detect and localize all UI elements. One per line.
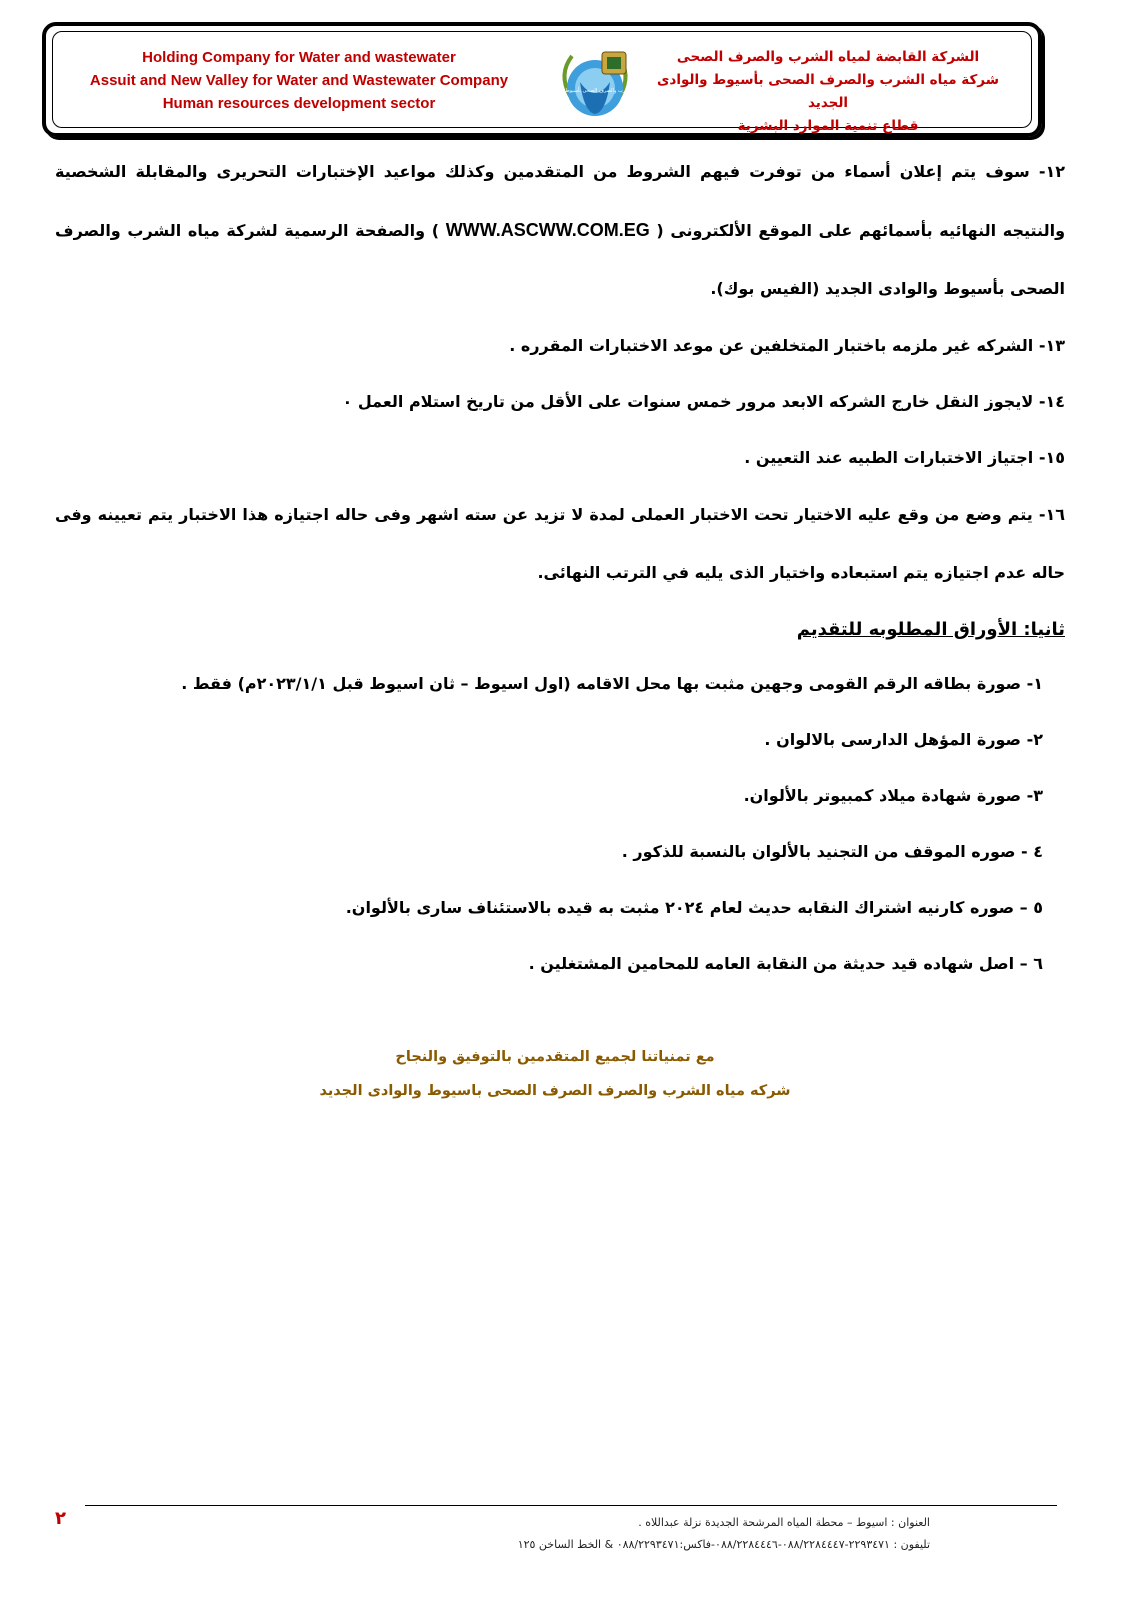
company-logo-icon — [533, 44, 657, 124]
closing-wishes — [300, 1040, 810, 1108]
document-item-1: ١- صورة بطاقه الرقم القومى وجهين مثبت بها محل الاقامه (اول اسيوط – ثان اسيوط قبل ٢٠٢٣/١/١م) فقط . — [181, 674, 1043, 693]
term-item-14: ١٤- لايجوز النقل خارج الشركه الابعد مرور خمس سنوات على الأقل من تاريخ استلام العمل ٠ — [342, 392, 1065, 411]
arabic-line-1: الشركة القابضة لمياه الشرب والصرف الصحى — [676, 49, 980, 65]
logo-caption: شركة مياه الشرب والصرف الصحى بأسيوط والوادى الجديد — [533, 88, 657, 94]
document-item-4: ٤ - صوره الموقف من التجنيد بالألوان بالنسبة للذكور . — [621, 842, 1043, 861]
document-item-6: ٦ – اصل شهاده قيد حديثة من النقابة العامه للمحامين المشتغلين . — [528, 954, 1043, 973]
website-link[interactable]: WWW.ASCWW.COM.EG — [445, 220, 650, 240]
letterhead — [42, 22, 1042, 137]
closing-line-2: شركه مياه الشرب والصرف الصرف الصحى باسيوط والوادى الجديد — [319, 1083, 791, 1099]
arabic-company-names — [638, 46, 1018, 138]
arabic-line-3: قطاع تنمية الموارد البشرية — [737, 118, 919, 134]
page-number: ٢ — [55, 1508, 66, 1529]
arabic-line-2: شركة مياه الشرب والصرف الصحى بأسيوط والوادى الجديد — [657, 72, 999, 111]
english-company-names — [64, 46, 534, 115]
closing-line-1: مع تمنياتنا لجميع المتقدمين بالتوفيق والنجاح — [395, 1049, 715, 1065]
footer-contact — [330, 1512, 930, 1556]
document-item-5: ٥ – صوره كارنيه اشتراك النقابه حديث لعام ٢٠٢٤ مثبت به قيده بالاستئناف سارى بالألوان. — [345, 898, 1043, 917]
term-item-12: ١٢- سوف يتم إعلان أسماء من توفرت فيهم الشروط من المتقدمين وكذلك مواعيد الإختبارات التحريرى والمقابلة الشخصية والنتيجه النهائيه بأسمائهم على الموقع الألكترونى ( WWW.ASCWW.COM.EG ) والصفحة الرسمية لشركة مياه الشرب والصرف الصحى بأسيوط والوادى الجديد (الفيس بوك). — [55, 162, 1066, 298]
footer-phones: تليفون : ٢٢٩٣٤٧١-٠٨٨/٢٢٨٤٤٤٧-٠٨٨/٢٢٨٤٤٤٦-فاكس:٠٨٨/٢٢٩٣٤٧١ & الخط الساخن ١٢٥ — [517, 1538, 930, 1551]
documents-section-title: ثانيا: الأوراق المطلوبه للتقديم — [796, 619, 1065, 640]
term-item-13: ١٣- الشركه غير ملزمه باختبار المتخلفين عن موعد الاختبارات المقرره . — [509, 336, 1065, 355]
footer-divider — [85, 1505, 1057, 1506]
english-line-1: Holding Company for Water and wastewater — [142, 49, 456, 66]
english-line-2: Assuit and New Valley for Water and Wastewater Company — [89, 72, 509, 89]
footer-address: العنوان : اسيوط – محطة المياه المرشحة الجديدة نزلة عبداللاه . — [638, 1516, 930, 1529]
document-item-3: ٣- صورة شهادة ميلاد كمبيوتر بالألوان. — [743, 786, 1043, 805]
english-line-3: Human resources development sector — [162, 95, 436, 112]
term-item-16: ١٦- يتم وضع من وقع عليه الاختيار تحت الاختبار العملى لمدة لا تزيد عن سته اشهر وفى حاله اجتيازه هذا الاختبار يتم تعيينه وفى حاله عدم اجتيازه يتم استبعاده واختيار الذى يليه في الترتب النهائى. — [55, 505, 1065, 582]
document-body — [55, 143, 1065, 992]
term-item-15: ١٥- اجتياز الاختبارات الطبيه عند التعيين . — [744, 448, 1065, 467]
document-item-2: ٢- صورة المؤهل الدارسى بالالوان . — [764, 730, 1043, 749]
